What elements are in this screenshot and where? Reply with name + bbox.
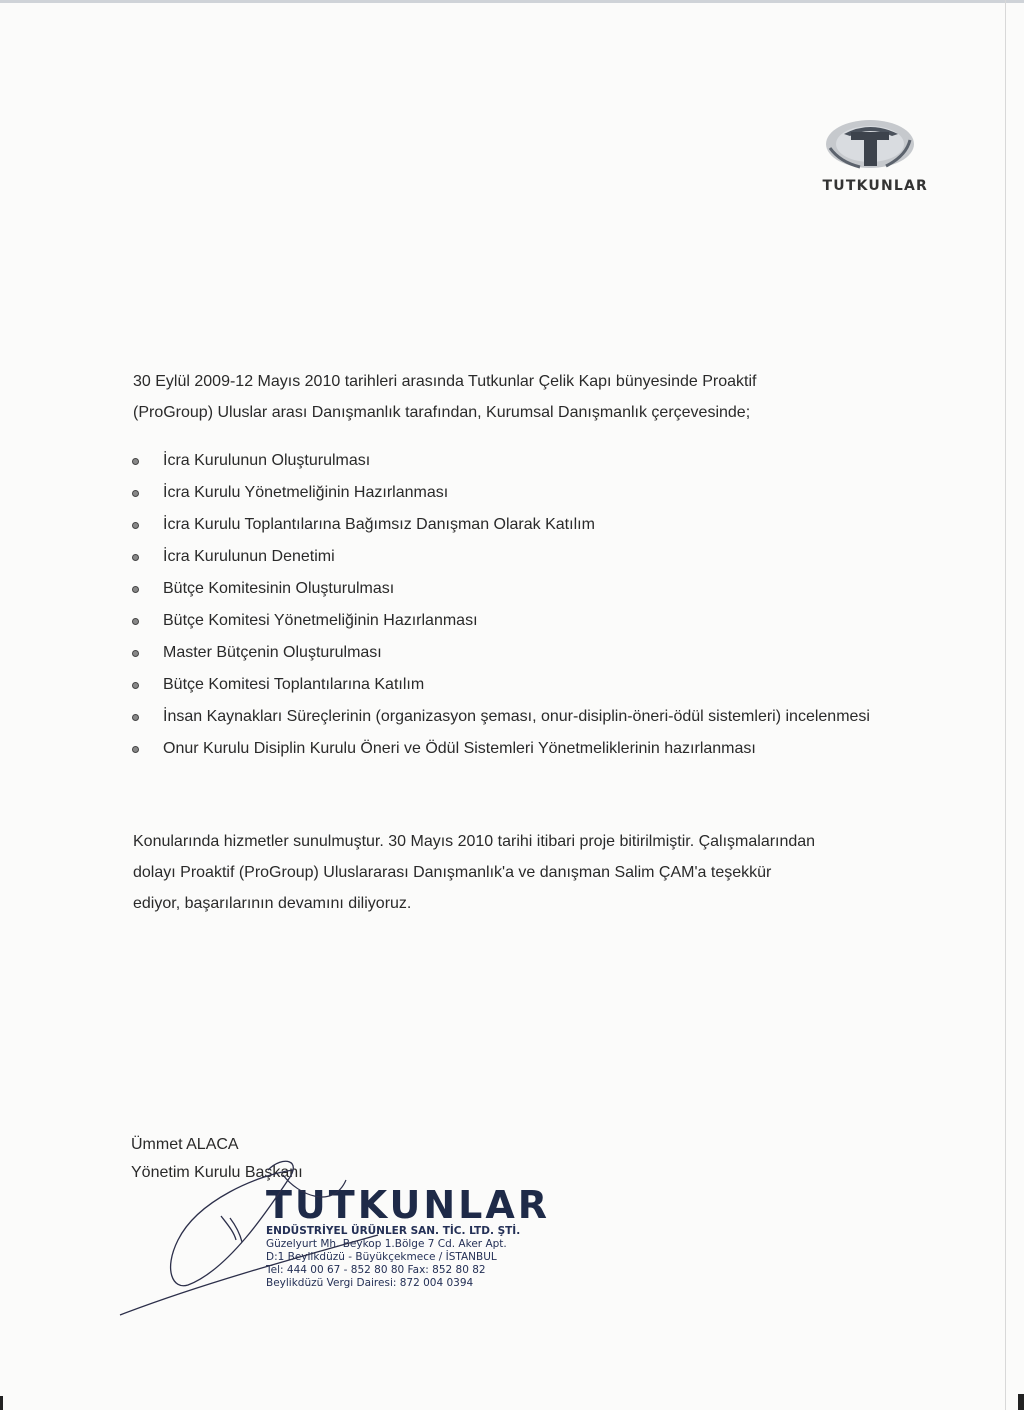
list-item	[133, 737, 891, 761]
company-logo	[800, 112, 940, 194]
closing-line: dolayı Proaktif (ProGroup) Uluslararası Danışmanlık'a ve danışman Salim ÇAM'a teşekkür	[133, 864, 772, 881]
list-item	[133, 577, 891, 601]
bullet-icon	[132, 586, 139, 593]
bullet-icon	[132, 650, 139, 657]
closing-line: Konularında hizmetler sunulmuştur. 30 Mayıs 2010 tarihi itibari proje bitirilmiştir. Çalışmalarından	[133, 833, 816, 850]
list-item	[133, 481, 891, 505]
company-stamp	[266, 1185, 556, 1290]
intro-line: 30 Eylül 2009-12 Mayıs 2010 tarihleri arasında Tutkunlar Çelik Kapı bünyesinde Proaktif	[133, 373, 757, 390]
intro-line: (ProGroup) Uluslar arası Danışmanlık tarafından, Kurumsal Danışmanlık çerçevesinde;	[133, 404, 751, 421]
logo-brand-text: TUTKUNLAR	[822, 178, 928, 194]
signatory-name: Ümmet ALACA	[131, 1136, 239, 1153]
signatory-title: Yönetim Kurulu Başkanı	[131, 1164, 303, 1181]
list-item	[133, 705, 891, 729]
list-item-text: İnsan Kaynakları Süreçlerinin (organizasyon şeması, onur-disiplin-öneri-ödül sistemleri) incelenmesi	[163, 708, 870, 725]
bullet-icon	[132, 618, 139, 625]
list-item-text: Bütçe Komitesi Toplantılarına Katılım	[163, 676, 425, 693]
list-item	[133, 449, 891, 473]
list-item	[133, 673, 891, 697]
closing-line: ediyor, başarılarının devamını diliyoruz.	[133, 895, 412, 912]
list-item-text: İcra Kurulunun Denetimi	[163, 548, 335, 565]
list-item-text: İcra Kurulu Yönetmeliğinin Hazırlanması	[163, 484, 449, 501]
stamp-brand: TUTKUNLAR	[266, 1183, 551, 1227]
list-item-text: İcra Kurulu Toplantılarına Bağımsız Danışman Olarak Katılım	[163, 516, 595, 533]
list-item	[133, 641, 891, 665]
bullet-icon	[132, 714, 139, 721]
stamp-tax-line: Beylikdüzü Vergi Dairesi: 872 004 0394	[266, 1277, 474, 1289]
bullet-icon	[132, 554, 139, 561]
stamp-phone-line: Tel: 444 00 67 - 852 80 80 Fax: 852 80 82	[266, 1264, 486, 1276]
scan-mark	[0, 1396, 3, 1410]
services-list	[133, 449, 891, 769]
closing-paragraph	[133, 826, 891, 919]
bullet-icon	[132, 682, 139, 689]
scan-edge	[1005, 0, 1006, 1410]
list-item	[133, 513, 891, 537]
list-item	[133, 545, 891, 569]
list-item	[133, 609, 891, 633]
list-item-text: Master Bütçenin Oluşturulması	[163, 644, 382, 661]
bullet-icon	[132, 490, 139, 497]
list-item-text: Bütçe Komitesinin Oluşturulması	[163, 580, 395, 597]
stamp-address-line: Güzelyurt Mh. Beykop 1.Bölge 7 Cd. Aker Apt.	[266, 1238, 507, 1250]
list-item-text: Bütçe Komitesi Yönetmeliğinin Hazırlanması	[163, 612, 478, 629]
scan-edge	[0, 0, 1024, 3]
bullet-icon	[132, 746, 139, 753]
bullet-icon	[132, 522, 139, 529]
signatory-block	[131, 1131, 303, 1187]
intro-paragraph	[133, 366, 891, 428]
list-item-text: Onur Kurulu Disiplin Kurulu Öneri ve Ödül Sistemleri Yönetmeliklerinin hazırlanması	[163, 740, 756, 757]
bullet-icon	[132, 458, 139, 465]
list-item-text: İcra Kurulunun Oluşturulması	[163, 452, 371, 469]
tutkunlar-t-logo-icon	[820, 112, 920, 174]
scan-mark	[1018, 1394, 1024, 1410]
stamp-company-line: ENDÜSTRİYEL ÜRÜNLER SAN. TİC. LTD. ŞTİ.	[266, 1225, 521, 1237]
stamp-address-line: D:1 Beylikdüzü - Büyükçekmece / İSTANBUL	[266, 1251, 497, 1263]
